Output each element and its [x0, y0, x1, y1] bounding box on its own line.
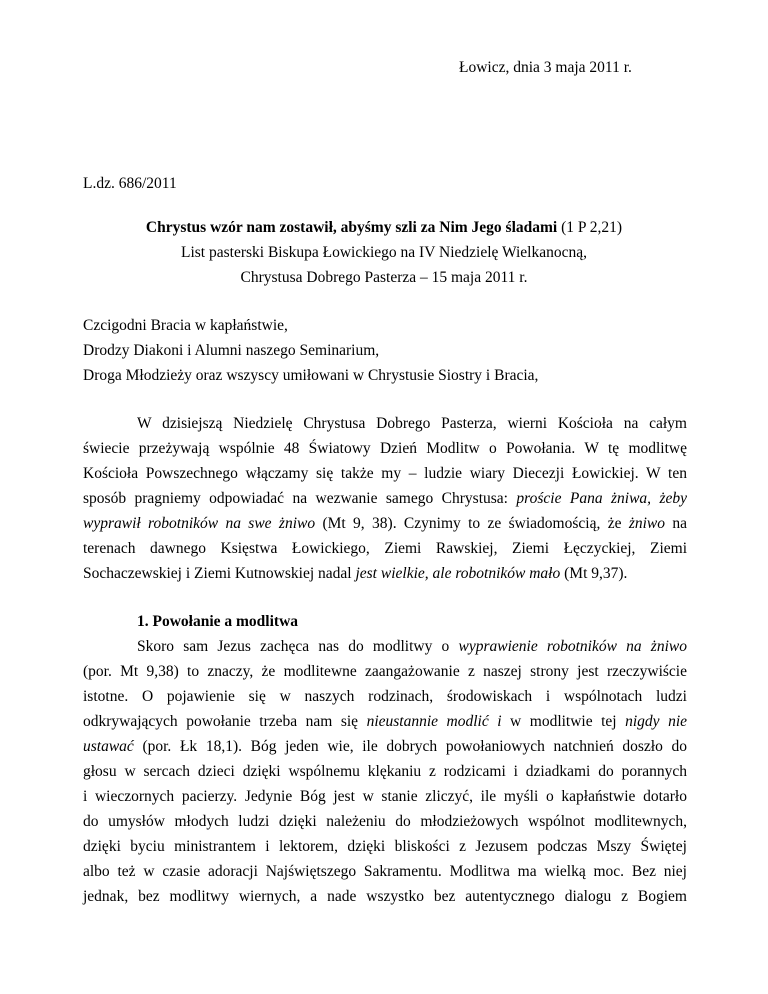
section1-line-5-text: (por. Łk 18,1). Bóg jeden wie, ile dobrych powołaniowych natchnień doszło do [133, 738, 687, 755]
section1-line-4-quote-a: nieustannie modlić i [366, 713, 502, 730]
title-subtitle-2: Chrystusa Dobrego Pasterza – 15 maja 2011 r. [240, 269, 528, 286]
section1-line-8: do umysłów młodych ludzi dzięki należeniu do młodzieżowych wspólnot modlitewnych, [83, 813, 687, 830]
section1-line-5-quote: ustawać [83, 738, 134, 755]
section1-line-3: istotne. O pojawienie się w naszych rodzinach, środowiskach i wspólnotach ludzi [83, 688, 687, 705]
reference-number: L.dz. 686/2011 [83, 175, 177, 192]
place-date: Łowicz, dnia 3 maja 2011 r. [459, 59, 632, 76]
para1-line-6: terenach dawnego Księstwa Łowickiego, Ziemi Rawskiej, Ziemi Łęczyckiej, Ziemi [83, 540, 687, 557]
letter-title [0, 218, 768, 238]
para1-line-5-text: (Mt 9, 38). Czynimy to ze świadomością, że [315, 515, 629, 532]
title-bold: Chrystus wzór nam zostawił, abyśmy szli za Nim Jego śladami [145, 219, 558, 236]
greeting-line-1: Czcigodni Bracia w kapłaństwie, [83, 317, 288, 334]
greeting-line-2: Drodzy Diakoni i Alumni naszego Seminarium, [83, 342, 380, 359]
section1-line-4-text: odkrywających powołanie trzeba nam się [83, 713, 367, 730]
section-1-heading: 1. Powołanie a modlitwa [137, 613, 299, 630]
para1-line-4-quote: proście Pana żniwa, żeby [516, 490, 687, 507]
para1-line-5-end: na [665, 515, 687, 532]
section1-line-9: dzięki byciu ministrantem i lektorem, dzięki bliskości z Jezusem podczas Mszy Świętej [83, 838, 687, 855]
section1-line-1-text: Skoro sam Jezus zachęca nas do modlitwy o [137, 638, 459, 655]
title-citation: (1 P 2,21) [561, 219, 623, 236]
section1-line-1-quote: wyprawienie robotników na żniwo [458, 638, 687, 655]
section1-line-4-quote-b: nigdy nie [625, 713, 688, 730]
section1-line-7: i wieczornych pacierzy. Jedynie Bóg jest w stanie zliczyć, ile myśli o kapłaństwie dotarło [83, 788, 687, 805]
title-subtitle-1: List pasterski Biskupa Łowickiego na IV Niedzielę Wielkanocną, [181, 244, 587, 261]
section1-line-6: głosu w sercach dzieci dzięki wspólnemu klękaniu z rodzicami i dziadkami do porannych [83, 763, 687, 780]
section1-line-11: jednak, bez modlitwy wiernych, a nade wszystko bez autentycznego dialogu z Bogiem [83, 888, 687, 905]
section1-line-1 [137, 637, 687, 657]
section1-line-5 [83, 737, 687, 757]
section1-line-4 [83, 712, 687, 732]
para1-line-7-text: Sochaczewskiej i Ziemi Kutnowskiej nadal [83, 565, 356, 582]
greeting-line-3: Droga Młodzieży oraz wszyscy umiłowani w Chrystusie Siostry i Bracia, [83, 367, 539, 384]
para1-line-1: W dzisiejszą Niedzielę Chrystusa Dobrego Pasterza, wierni Kościoła na całym [137, 415, 687, 432]
para1-line-7-end: (Mt 9,37). [560, 565, 628, 582]
section1-line-2: (por. Mt 9,38) to znaczy, że modlitewne zaangażowanie z naszej strony jest rzeczywiście [83, 663, 687, 680]
para1-line-4-text: sposób pragniemy odpowiadać na wezwanie samego Chrystusa: [83, 490, 517, 507]
section1-line-4-mid: w modlitwie tej [501, 713, 626, 730]
para1-line-3: Kościoła Powszechnego włączamy się także my – ludzie wiary Diecezji Łowickiej. W ten [83, 465, 687, 482]
para1-line-5-quote: wyprawił robotników na swe żniwo [83, 515, 316, 532]
para1-line-2: świecie przeżywają wspólnie 48 Światowy Dzień Modlitw o Powołania. W tę modlitwę [83, 440, 687, 457]
para1-line-5 [83, 514, 687, 534]
para1-line-5-word: żniwo [628, 515, 665, 532]
section1-line-10: albo też w czasie adoracji Najświętszego Sakramentu. Modlitwa ma wielką moc. Bez niej [83, 863, 687, 880]
para1-line-7 [83, 564, 627, 584]
para1-line-7-quote: jest wielkie, ale robotników mało [355, 565, 561, 582]
para1-line-4 [83, 489, 687, 509]
